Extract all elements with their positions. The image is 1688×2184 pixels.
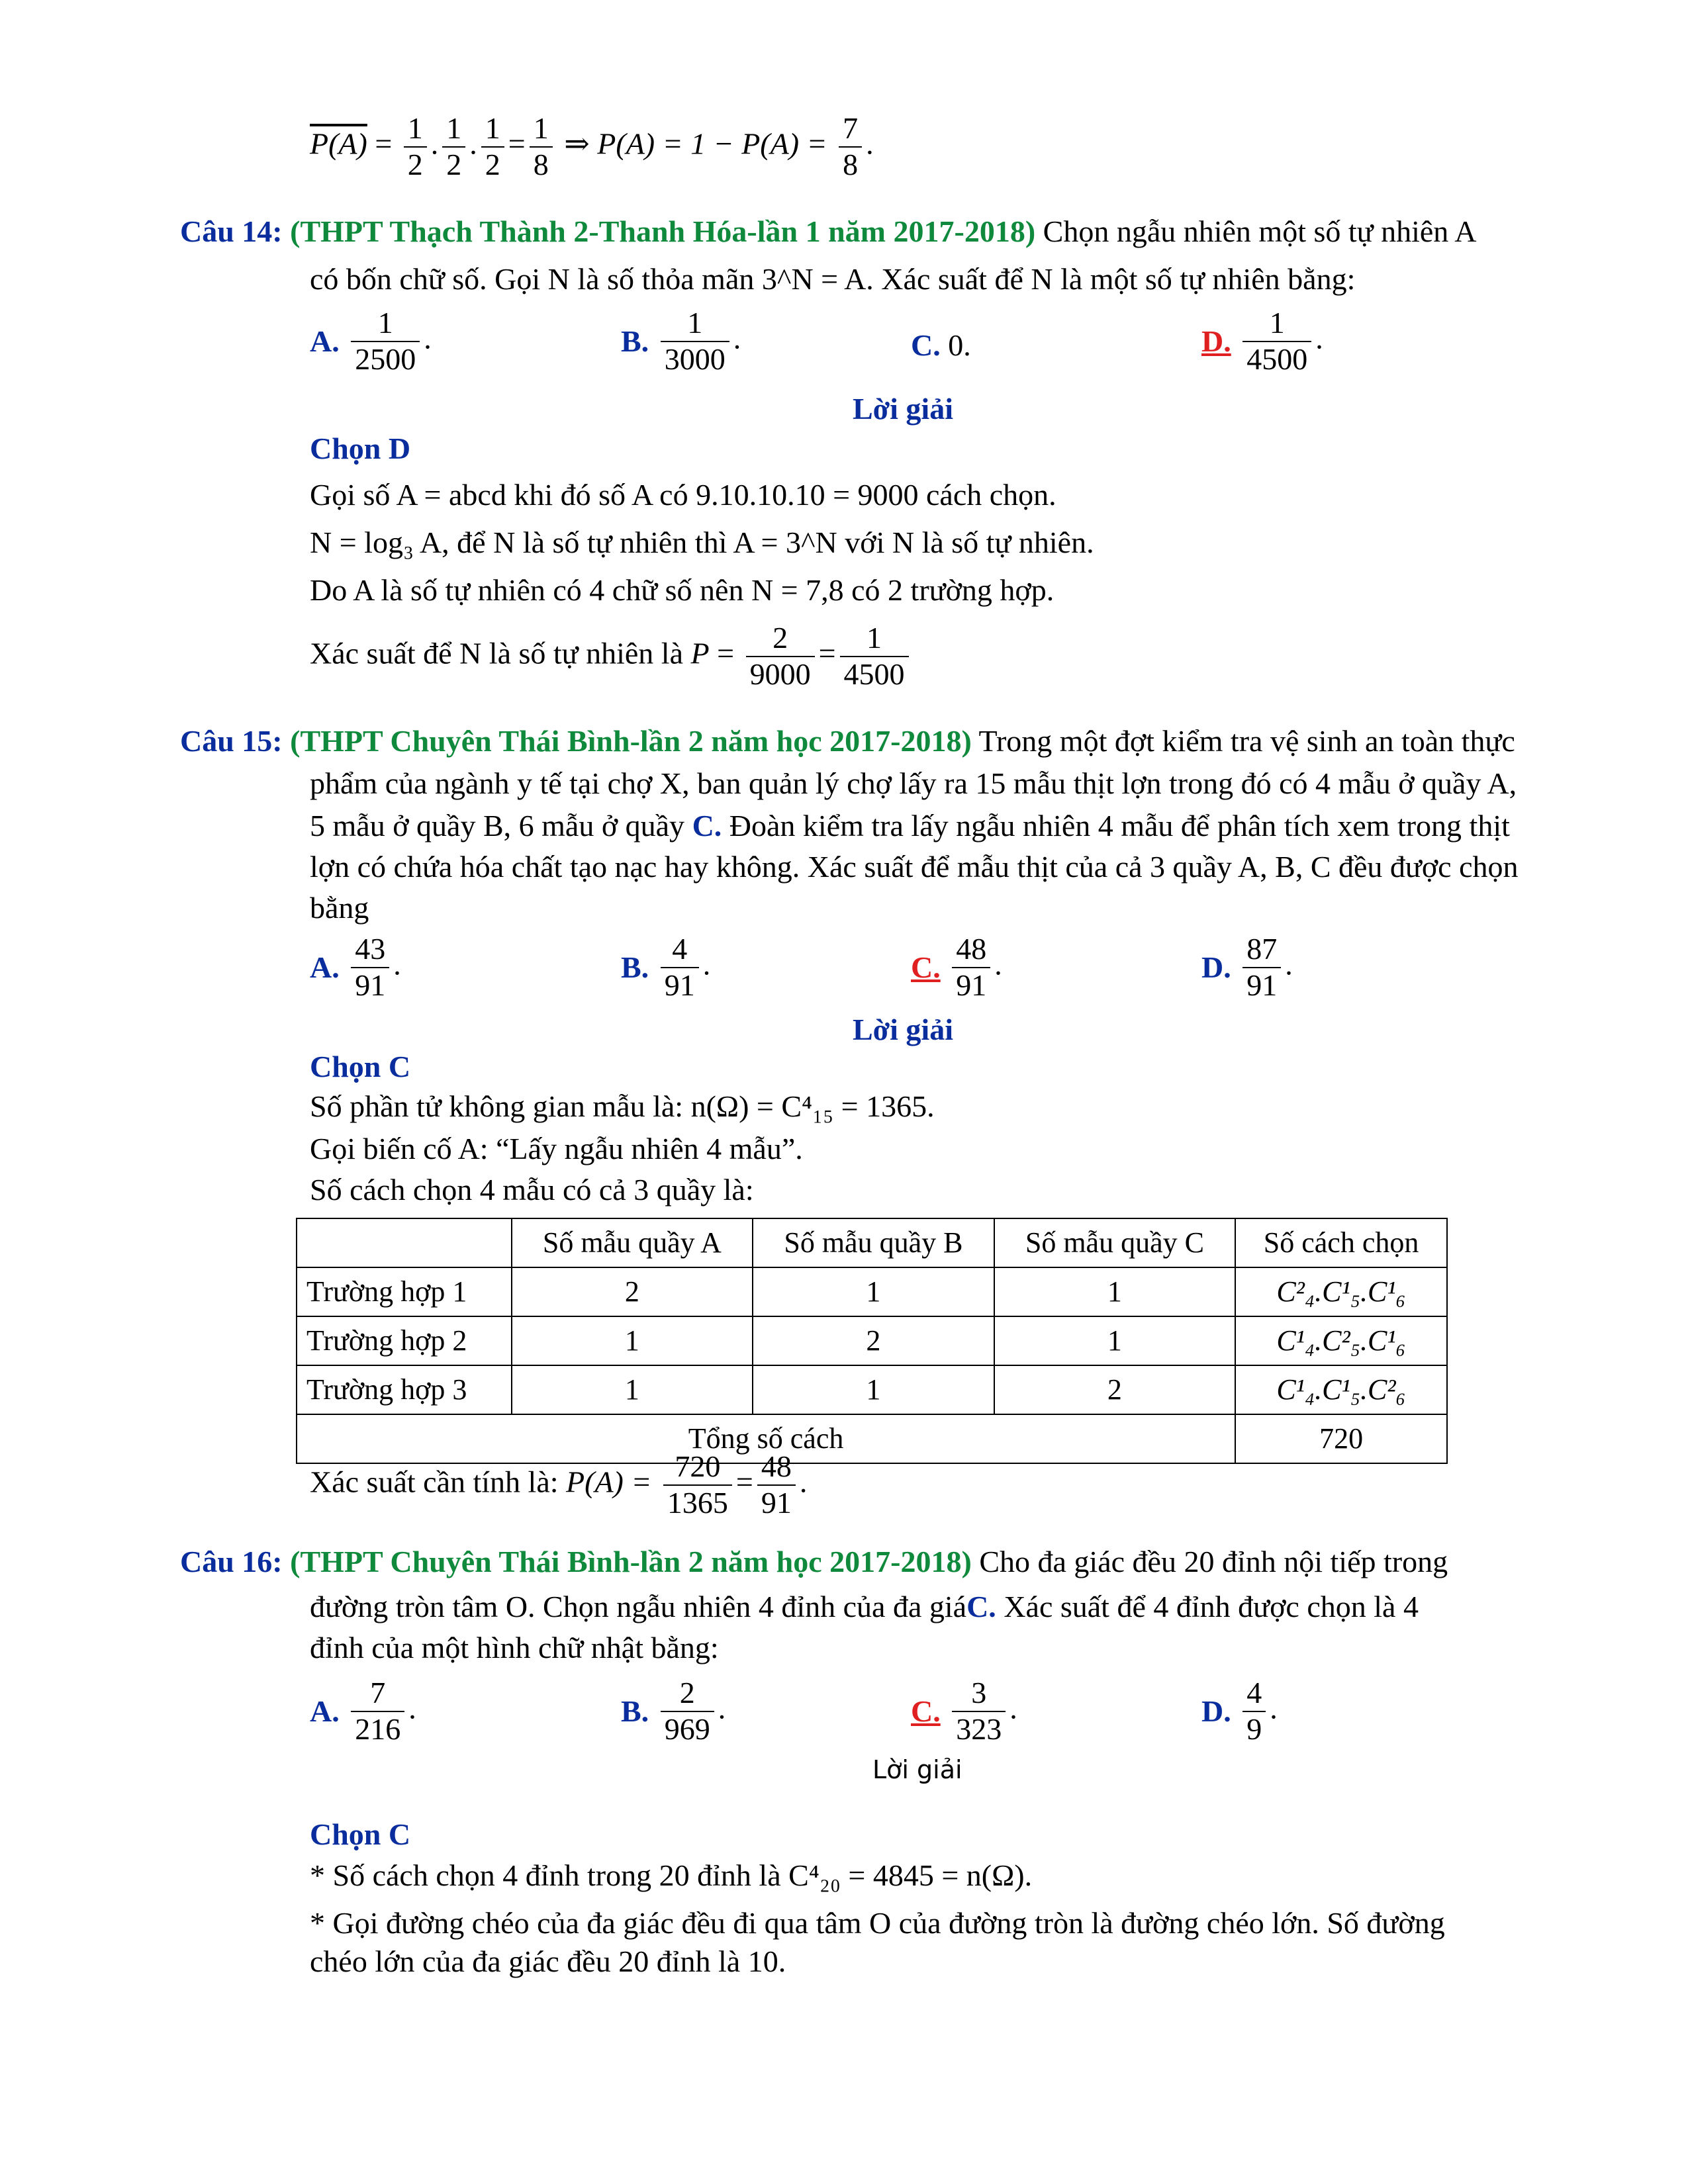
q15-step-2: Gọi biến cố A: “Lấy ngẫu nhiên 4 mẫu”. [310, 1132, 803, 1165]
top-frac-5: $\frac{7}{8}$ [839, 111, 862, 183]
q15-option-d[interactable]: D. $\frac{87}{91}$ . [1201, 932, 1293, 1002]
q16-header: Câu 16: (THPT Chuyên Thái Bình-lần 2 năm học 2017-2018) Cho đa giác đều 20 đỉnh nội tiếp trong [180, 1545, 1448, 1578]
table-row: Trường hợp 1 2 1 1 C²₄.C¹₅.C¹₆ [297, 1267, 1447, 1316]
top-frac-3: $\frac{1}{2}$ [481, 111, 504, 183]
q15-line-4: lợn có chứa hóa chất tạo nạc hay không. Xác suất để mẫu thịt của cả 3 quầy A, B, C đều được chọn [310, 850, 1519, 884]
q14-source: (THPT Thạch Thành 2-Thanh Hóa-lần 1 năm 2017-2018) [290, 214, 1036, 248]
q16-option-c[interactable]: C. $\frac{3}{323}$ . [911, 1676, 1017, 1746]
q14-option-c[interactable]: C. 0. [911, 328, 971, 362]
table-header: Số cách chọn [1235, 1218, 1447, 1267]
q14-label: Câu 14: [180, 214, 283, 248]
top-lhs: P(A) [310, 126, 367, 161]
top-mid: ⇒ P(A) = 1 − P(A) = [564, 126, 827, 161]
q14-probability: Xác suất để N là số tự nhiên là P = $\frac{2}{9000}$ = $\frac{1}{4500}$ [310, 621, 913, 692]
q14-option-a[interactable]: A. $\frac{1}{2500}$ . [310, 306, 432, 376]
q15-line-5: bằng [310, 891, 369, 925]
q15-source: (THPT Chuyên Thái Bình-lần 2 năm học 2017-2018) [290, 724, 972, 758]
q16-label: Câu 16: [180, 1545, 283, 1578]
q16-step-1: * Số cách chọn 4 đỉnh trong 20 đỉnh là C⁴₂₀ = 4845 = n(Ω). [310, 1858, 1033, 1892]
q16-line-2: đường tròn tâm O. Chọn ngẫu nhiên 4 đỉnh của đa giáC. Xác suất để 4 đỉnh được chọn là 4 [310, 1590, 1419, 1623]
table-header-row [297, 1218, 1447, 1267]
q14-header [180, 212, 1477, 251]
q14-option-d[interactable]: D. $\frac{1}{4500}$ . [1201, 306, 1323, 376]
q15-solution-title: Lời giải [853, 1013, 953, 1046]
q15-header: Câu 15: (THPT Chuyên Thái Bình-lần 2 năm học 2017-2018) Trong một đợt kiểm tra vệ sinh an toàn thực [180, 724, 1515, 758]
q16-source: (THPT Chuyên Thái Bình-lần 2 năm học 2017-2018) [290, 1545, 972, 1578]
q16-step-3: chéo lớn của đa giác đều 20 đỉnh là 10. [310, 1944, 786, 1978]
q15-choice: Chọn C [310, 1050, 411, 1083]
q15-solution-table [296, 1218, 1448, 1464]
top-frac-1: $\frac{1}{2}$ [404, 111, 427, 183]
q15-step-3: Số cách chọn 4 mẫu có cả 3 quầy là: [310, 1173, 754, 1206]
table-header: Số mẫu quầy C [994, 1218, 1236, 1267]
q15-probability: Xác suất cần tính là: P(A) = $\frac{720}{1365}$ = $\frac{48}{91}$ . [310, 1449, 808, 1520]
q15-option-a[interactable]: A. $\frac{43}{91}$ . [310, 932, 401, 1002]
q15-option-b[interactable]: B. $\frac{4}{91}$ . [621, 932, 711, 1002]
top-frac-2: $\frac{1}{2}$ [442, 111, 465, 183]
table-header: Số mẫu quầy B [753, 1218, 994, 1267]
q15-line-2: phẩm của ngành y tế tại chợ X, ban quản lý chợ lấy ra 15 mẫu thịt lợn trong đó có 4 mẫu ở quầy A, [310, 766, 1517, 800]
q14-line-2: N = log₃ A, để N là số tự nhiên thì A = 3^N với N là số tự nhiên. [310, 525, 1094, 559]
table-row: Trường hợp 3 1 1 2 C¹₄.C¹₅.C²₆ [297, 1365, 1447, 1414]
table-total-row: Tổng số cách 720 [297, 1414, 1447, 1463]
q14-line-1: Gọi số A = abcd khi đó số A có 9.10.10.10 = 9000 cách chọn. [310, 478, 1056, 512]
q16-option-d[interactable]: D. $\frac{4}{9}$ . [1201, 1676, 1278, 1746]
q14-choice: Chọn D [310, 432, 411, 465]
q15-step-1: Số phần tử không gian mẫu là: n(Ω) = C⁴₁₅ = 1365. [310, 1089, 935, 1123]
q14-text1: Chọn ngẫu nhiên một số tự nhiên A [1043, 214, 1477, 248]
q16-line-3: đỉnh của một hình chữ nhật bằng: [310, 1631, 719, 1664]
q15-option-c[interactable]: C. $\frac{48}{91}$ . [911, 932, 1002, 1002]
table-row: Trường hợp 2 1 2 1 C¹₄.C²₅.C¹₆ [297, 1316, 1447, 1365]
q14-solution-title: Lời giải [853, 392, 953, 426]
q16-step-2: * Gọi đường chéo của đa giác đều đi qua tâm O của đường tròn là đường chéo lớn. Số đường [310, 1906, 1445, 1940]
q14-line-3: Do A là số tự nhiên có 4 chữ số nên N = 7,8 có 2 trường hợp. [310, 573, 1055, 607]
top-formula: P(A) = $\frac{1}{2}$ . $\frac{1}{2}$ . $\frac{1}{2}$ = $\frac{1}{8}$ ⇒ P(A) = 1 − P(A) = $\frac{7}{8}$ . [310, 111, 874, 181]
q15-line-3: 5 mẫu ở quầy B, 6 mẫu ở quầy C. Đoàn kiểm tra lấy ngẫu nhiên 4 mẫu để phân tích xem trong thịt [310, 809, 1510, 842]
q14-text2: có bốn chữ số. Gọi N là số thỏa mãn 3^N = A. Xác suất để N là một số tự nhiên bằng: [310, 262, 1356, 296]
q14-option-b[interactable]: B. $\frac{1}{3000}$ . [621, 306, 741, 376]
q16-option-a[interactable]: A. $\frac{7}{216}$ . [310, 1676, 416, 1746]
q16-solution-title: Lời giải [872, 1755, 962, 1784]
table-header: Số mẫu quầy A [512, 1218, 753, 1267]
top-frac-4: $\frac{1}{8}$ [530, 111, 553, 183]
q16-choice: Chọn C [310, 1817, 411, 1851]
q16-option-b[interactable]: B. $\frac{2}{969}$ . [621, 1676, 726, 1746]
q15-label: Câu 15: [180, 724, 283, 758]
